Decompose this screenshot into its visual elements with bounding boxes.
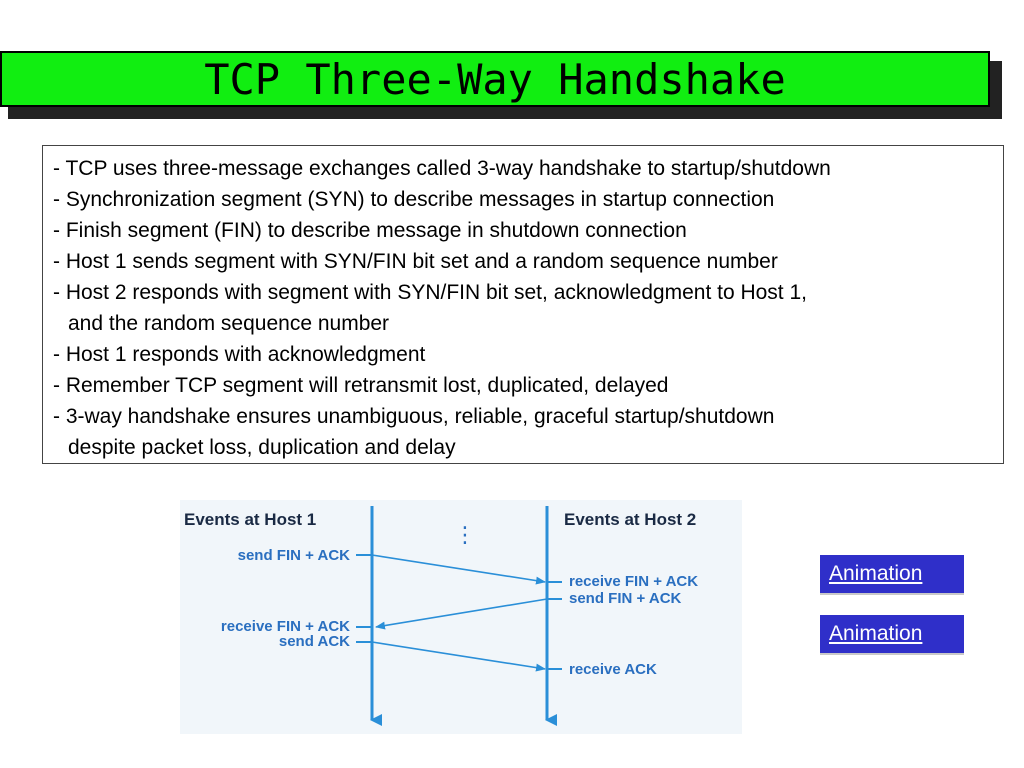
bullet-item: - Host 1 sends segment with SYN/FIN bit set and a random sequence number bbox=[53, 250, 778, 273]
bullet-item: - 3-way handshake ensures unambiguous, reliable, graceful startup/shutdown despite packet loss, duplication and delay bbox=[53, 401, 993, 463]
bullet-item: - Host 2 responds with segment with SYN/FIN bit set, acknowledgment to Host 1, and the random sequence number bbox=[53, 277, 993, 339]
bullet-continuation: despite packet loss, duplication and delay bbox=[68, 436, 456, 459]
bullet-continuation: and the random sequence number bbox=[68, 312, 390, 335]
bullet-item: - TCP uses three-message exchanges called 3-way handshake to startup/shutdown bbox=[53, 157, 831, 180]
handshake-diagram bbox=[180, 500, 742, 734]
slide-title: TCP Three-Way Handshake bbox=[204, 54, 786, 104]
host2-send-fin-ack: send FIN + ACK bbox=[569, 590, 682, 607]
animation-link-2[interactable]: Animation bbox=[820, 615, 964, 655]
fin-ack-arrow-2to1 bbox=[376, 599, 547, 627]
host2-receive-fin-ack: receive FIN + ACK bbox=[569, 573, 699, 590]
handshake-svg bbox=[180, 500, 742, 734]
host1-send-fin-ack: send FIN + ACK bbox=[237, 547, 350, 564]
host1-header: Events at Host 1 bbox=[184, 510, 317, 529]
ack-arrow-1to2 bbox=[372, 642, 545, 669]
bullet-box bbox=[42, 145, 1004, 464]
host2-receive-ack: receive ACK bbox=[569, 661, 657, 678]
bullet-item: - Host 1 responds with acknowledgment bbox=[53, 343, 426, 366]
host2-header: Events at Host 2 bbox=[564, 510, 697, 529]
ellipsis-icon: ⋮ bbox=[454, 522, 476, 547]
host1-send-ack: send ACK bbox=[278, 633, 350, 650]
animation-link-1[interactable]: Animation bbox=[820, 555, 964, 595]
host1-receive-fin-ack: receive FIN + ACK bbox=[220, 618, 350, 635]
fin-ack-arrow-1to2 bbox=[372, 555, 545, 582]
title-bar bbox=[0, 51, 990, 107]
bullet-item: - Remember TCP segment will retransmit lost, duplicated, delayed bbox=[53, 374, 669, 397]
bullet-item: - Synchronization segment (SYN) to describe messages in startup connection bbox=[53, 188, 775, 211]
bullet-item: - Finish segment (FIN) to describe message in shutdown connection bbox=[53, 219, 687, 242]
